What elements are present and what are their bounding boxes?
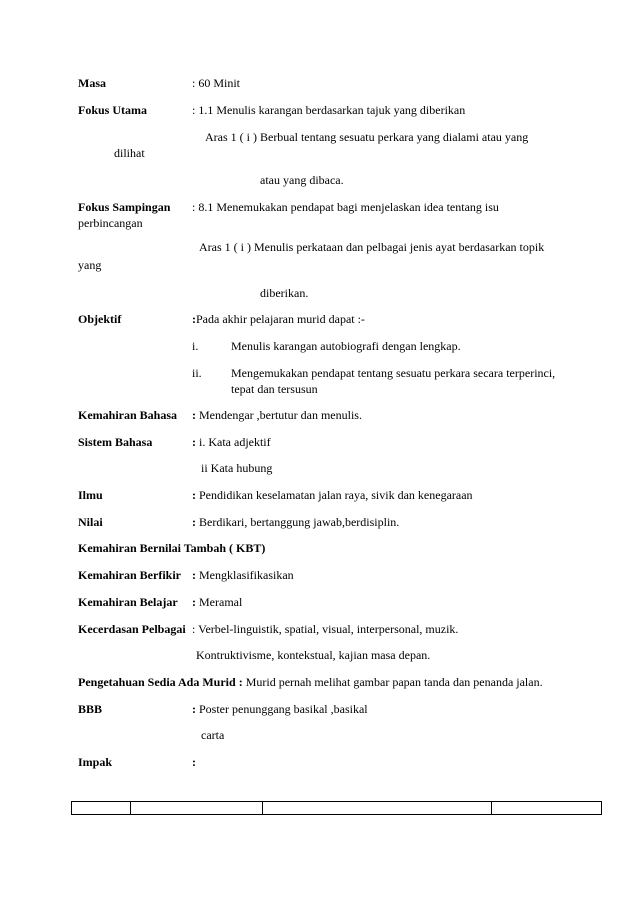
- ilmu-text: Pendidikan keselamatan jalan raya, sivik dan kenegaraan: [196, 488, 473, 502]
- fokus-utama-line3: dilihat: [114, 146, 145, 160]
- kemahiran-bahasa-label: Kemahiran Bahasa: [78, 408, 178, 422]
- table-cell: [131, 802, 263, 814]
- fokus-utama-line4: atau yang dibaca.: [260, 173, 344, 187]
- impak-label: Impak: [78, 755, 113, 769]
- objektif-intro: [192, 312, 365, 326]
- objektif-item-text: Menulis karangan autobiografi dengan lengkap.: [231, 339, 461, 353]
- kemahiran-belajar-text: Meramal: [196, 595, 243, 609]
- pengetahuan-label: Pengetahuan Sedia Ada Murid :: [78, 675, 243, 689]
- kemahiran-bahasa-value: [192, 408, 362, 422]
- sistem-bahasa-label: Sistem Bahasa: [78, 435, 153, 449]
- nilai-label: Nilai: [78, 515, 103, 529]
- fokus-sampingan-line4: yang: [78, 258, 102, 272]
- kemahiran-bahasa-text: Mendengar ,bertutur dan menulis.: [196, 408, 362, 422]
- kecerdasan-value2: Kontruktivisme, kontekstual, kajian masa depan.: [196, 648, 431, 662]
- kemahiran-belajar-value: [192, 595, 242, 609]
- colon: :: [192, 408, 196, 422]
- fokus-utama-line2: Aras 1 ( i ) Berbual tentang sesuatu perkara yang dialami atau yang: [205, 130, 529, 144]
- nilai-value: [192, 515, 399, 529]
- bbb-value1: [192, 702, 368, 716]
- fokus-sampingan-label: Fokus Sampingan: [78, 200, 171, 214]
- impak-colon: :: [192, 755, 196, 769]
- objektif-item-text-cont: tepat dan tersusun: [231, 382, 318, 396]
- masa-value: : 60 Minit: [192, 76, 241, 90]
- colon: :: [192, 595, 196, 609]
- fokus-utama-label: Fokus Utama: [78, 103, 148, 117]
- sistem-bahasa-text1: i. Kata adjektif: [196, 435, 271, 449]
- kecerdasan-value1: : Verbel-linguistik, spatial, visual, interpersonal, muzik.: [192, 622, 459, 636]
- fokus-sampingan-line2: perbincangan: [78, 216, 143, 230]
- bbb-label: BBB: [78, 702, 103, 716]
- nilai-text: Berdikari, bertanggung jawab,berdisiplin.: [196, 515, 400, 529]
- masa-label: Masa: [78, 76, 106, 90]
- kemahiran-berfikir-value: [192, 568, 294, 582]
- kecerdasan-label: Kecerdasan Pelbagai: [78, 622, 186, 636]
- fokus-sampingan-line1: : 8.1 Menemukakan pendapat bagi menjelaskan idea tentang isu: [192, 200, 499, 214]
- bottom-table-row: [71, 801, 602, 815]
- fokus-utama-line1: : 1.1 Menulis karangan berdasarkan tajuk yang diberikan: [192, 103, 466, 117]
- table-cell: [263, 802, 492, 814]
- ilmu-value: [192, 488, 473, 502]
- ilmu-label: Ilmu: [78, 488, 103, 502]
- fokus-sampingan-line5: diberikan.: [260, 286, 309, 300]
- kbt-heading: Kemahiran Bernilai Tambah ( KBT): [78, 541, 266, 555]
- fokus-sampingan-line3: Aras 1 ( i ) Menulis perkataan dan pelbagai jenis ayat berdasarkan topik: [199, 240, 545, 254]
- objektif-item-num: ii.: [192, 366, 202, 380]
- kemahiran-berfikir-text: Mengklasifikasikan: [196, 568, 294, 582]
- bbb-text1: Poster penunggang basikal ,basikal: [196, 702, 368, 716]
- table-cell: [72, 802, 131, 814]
- objektif-intro-text: Pada akhir pelajaran murid dapat :-: [196, 312, 365, 326]
- colon: :: [192, 702, 196, 716]
- colon: :: [192, 488, 196, 502]
- pengetahuan-row: [78, 675, 543, 689]
- bbb-value2: carta: [201, 728, 225, 742]
- sistem-bahasa-value2: ii Kata hubung: [201, 461, 273, 475]
- kemahiran-berfikir-label: Kemahiran Berfikir: [78, 568, 181, 582]
- objektif-label: Objektif: [78, 312, 122, 326]
- objektif-item-num: i.: [192, 339, 199, 353]
- pengetahuan-value: Murid pernah melihat gambar papan tanda dan penanda jalan.: [242, 675, 543, 689]
- sistem-bahasa-value1: [192, 435, 271, 449]
- table-cell: [492, 802, 601, 814]
- objektif-colon: :: [192, 312, 196, 326]
- colon: :: [192, 435, 196, 449]
- colon: :: [192, 515, 196, 529]
- objektif-item-text: Mengemukakan pendapat tentang sesuatu perkara secara terperinci,: [231, 366, 556, 380]
- colon: :: [192, 568, 196, 582]
- kemahiran-belajar-label: Kemahiran Belajar: [78, 595, 178, 609]
